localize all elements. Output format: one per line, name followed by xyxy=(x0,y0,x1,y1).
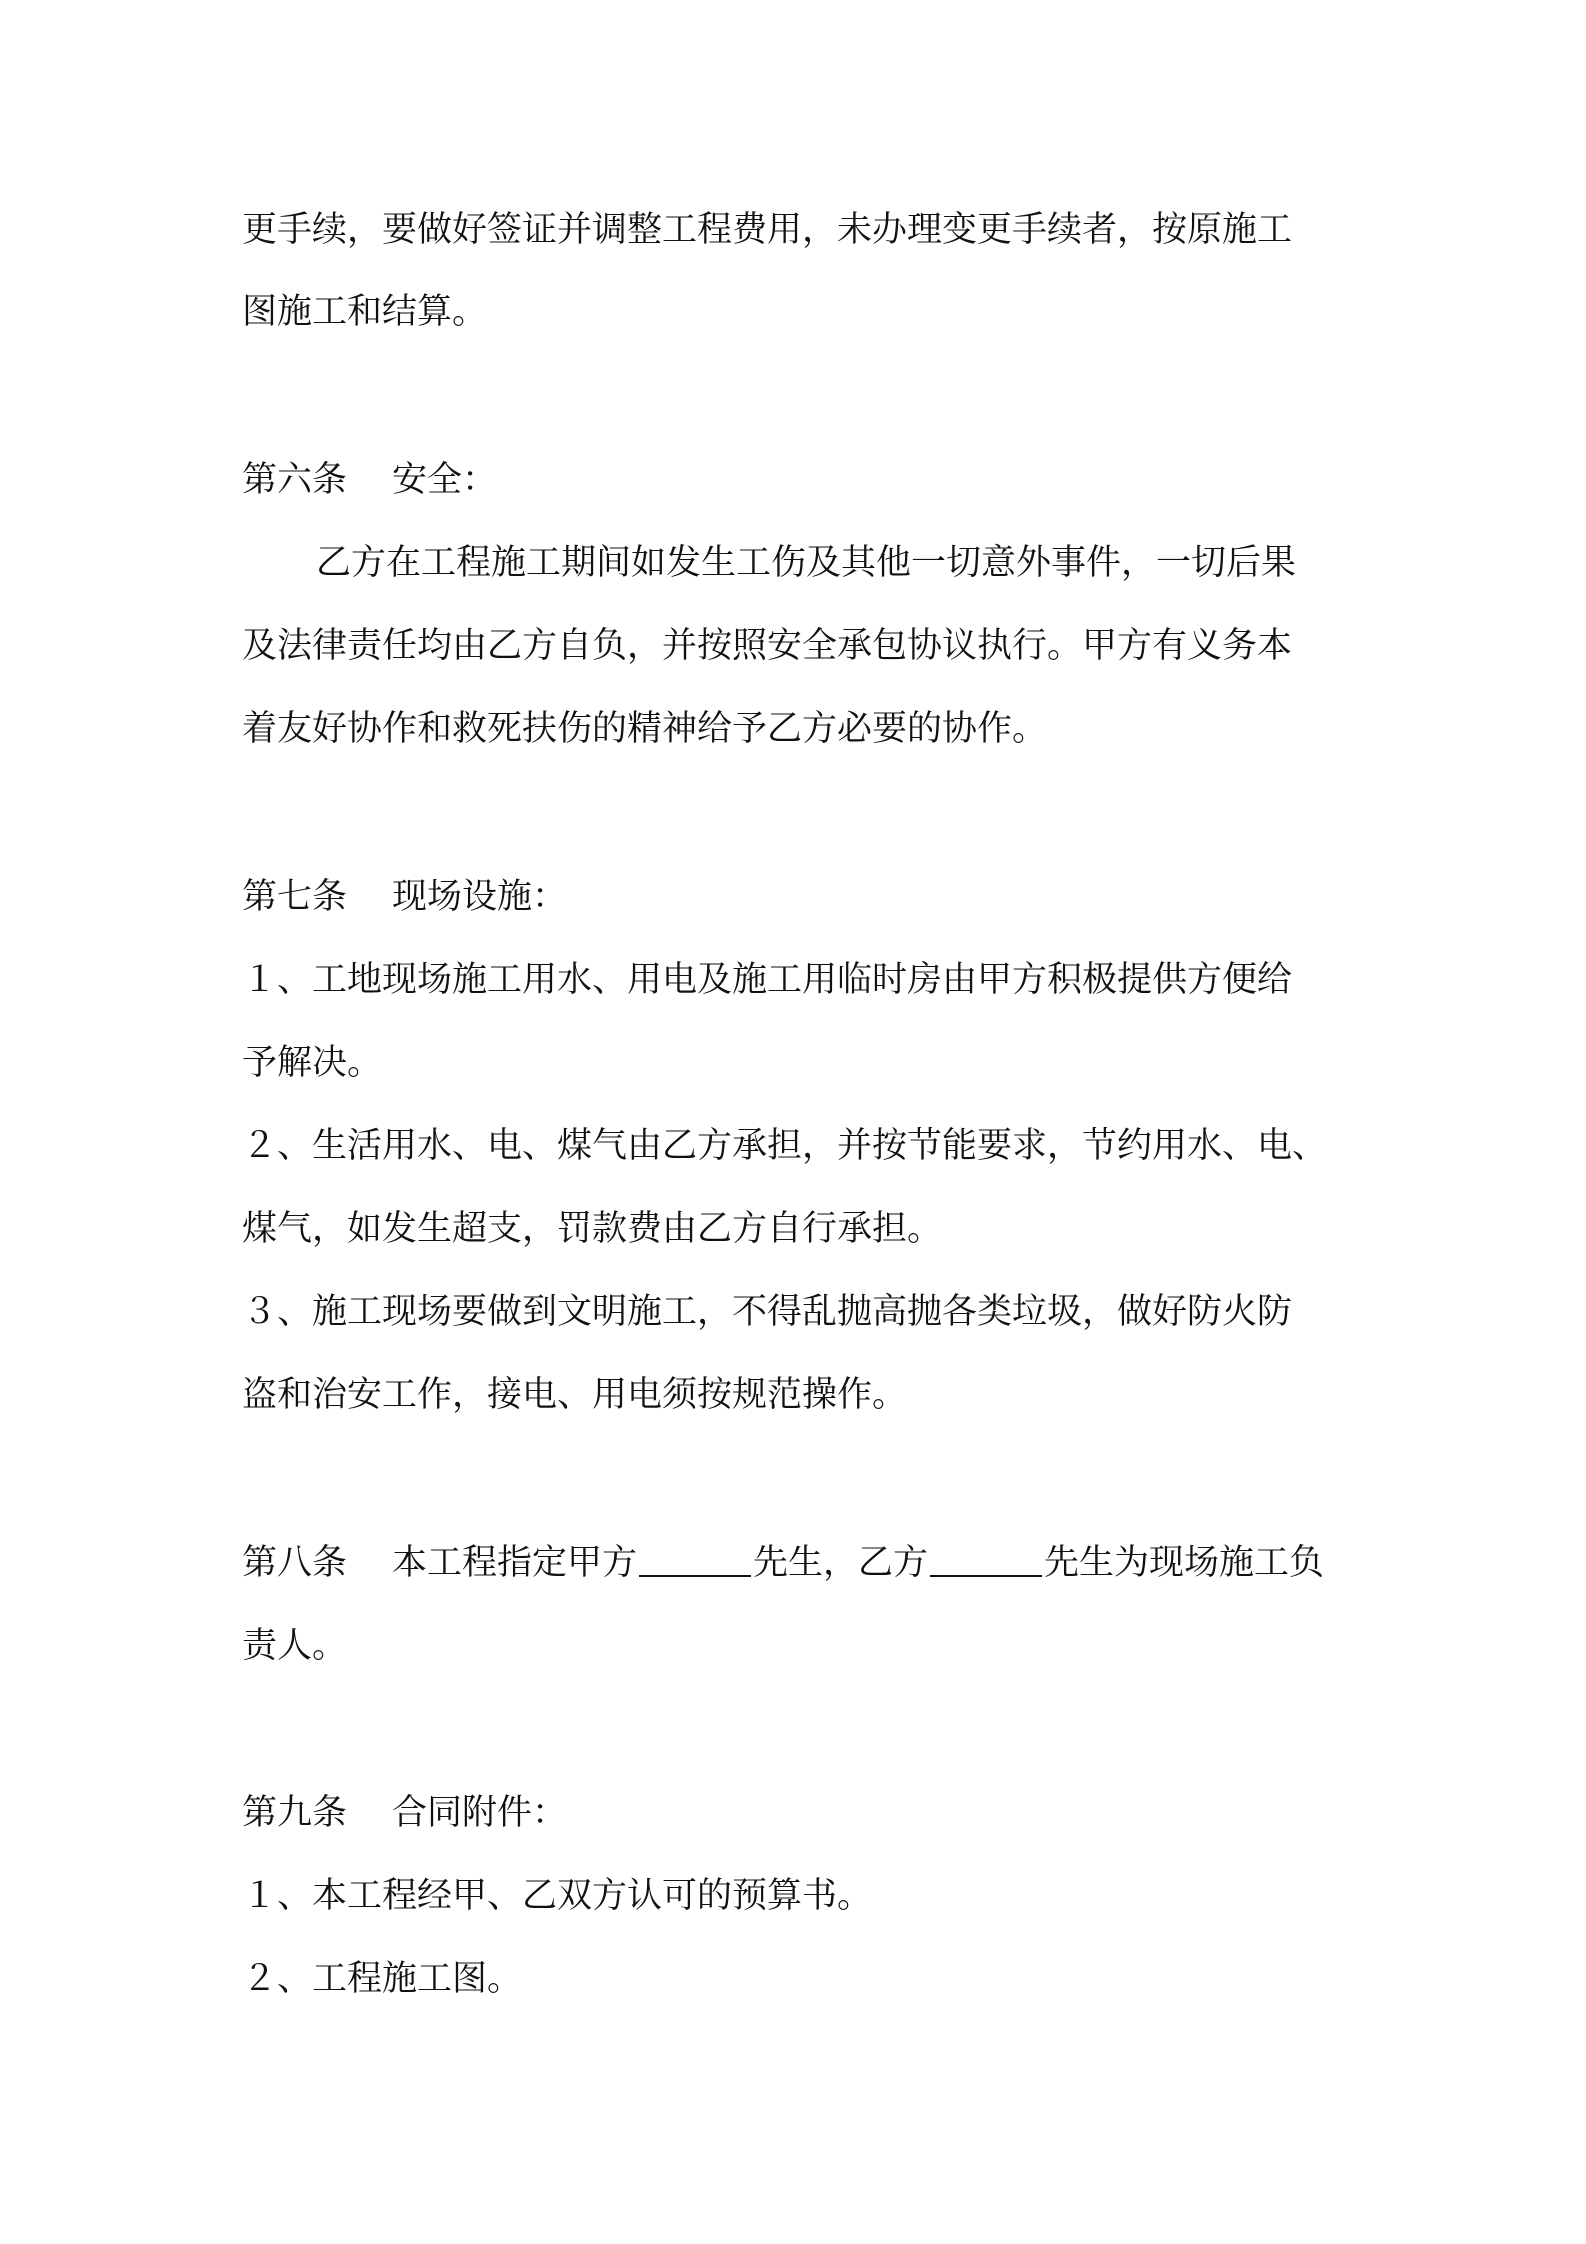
article-9-heading xyxy=(242,1789,1362,1837)
article-title: 现场设施： xyxy=(392,877,568,917)
article-number: 第八条 xyxy=(242,1543,348,1583)
paragraph-line: 图施工和结算。 xyxy=(242,292,488,332)
paragraph-line: 及法律责任均由乙方自负，并按照安全承包协议执行。甲方有义务本 xyxy=(242,626,1293,666)
article-text: 先生，乙方 xyxy=(753,1543,929,1583)
paragraph-line: 着友好协作和救死扶伤的精神给予乙方必要的协作。 xyxy=(242,709,1048,749)
article-title: 安全： xyxy=(392,460,498,500)
paragraph-line: 予解决。 xyxy=(242,1043,383,1083)
paragraph-line: 责人。 xyxy=(242,1626,348,1666)
paragraph-line: １、本工程经甲、乙双方认可的预算书。 xyxy=(242,1876,873,1916)
paragraph-line: ２、工程施工图。 xyxy=(242,1959,523,1999)
article-text: 本工程指定甲方 xyxy=(392,1543,638,1583)
paragraph-line: 盗和治安工作，接电、用电须按规范操作。 xyxy=(242,1375,908,1415)
paragraph-line: 乙方在工程施工期间如发生工伤及其他一切意外事件，一切后果 xyxy=(316,543,1297,583)
article-text: 先生为现场施工负 xyxy=(1044,1543,1325,1583)
article-8-heading xyxy=(242,1539,1362,1587)
article-7-heading xyxy=(242,873,1362,921)
party-b-name-blank[interactable] xyxy=(930,1539,1042,1577)
paragraph-line: ３、施工现场要做到文明施工，不得乱抛高抛各类垃圾，做好防火防 xyxy=(242,1292,1293,1332)
paragraph-line: ２、生活用水、电、煤气由乙方承担，并按节能要求，节约用水、电、 xyxy=(242,1126,1328,1166)
article-6-heading xyxy=(242,456,1362,504)
paragraph-line: １、工地现场施工用水、用电及施工用临时房由甲方积极提供方便给 xyxy=(242,960,1293,1000)
article-number: 第七条 xyxy=(242,877,348,917)
paragraph-line: 更手续，要做好签证并调整工程费用，未办理变更手续者，按原施工 xyxy=(242,210,1293,250)
paragraph-line: 煤气，如发生超支，罚款费由乙方自行承担。 xyxy=(242,1209,943,1249)
party-a-name-blank[interactable] xyxy=(639,1539,751,1577)
article-title: 合同附件： xyxy=(392,1793,568,1833)
article-number: 第六条 xyxy=(242,460,348,500)
article-number: 第九条 xyxy=(242,1793,348,1833)
